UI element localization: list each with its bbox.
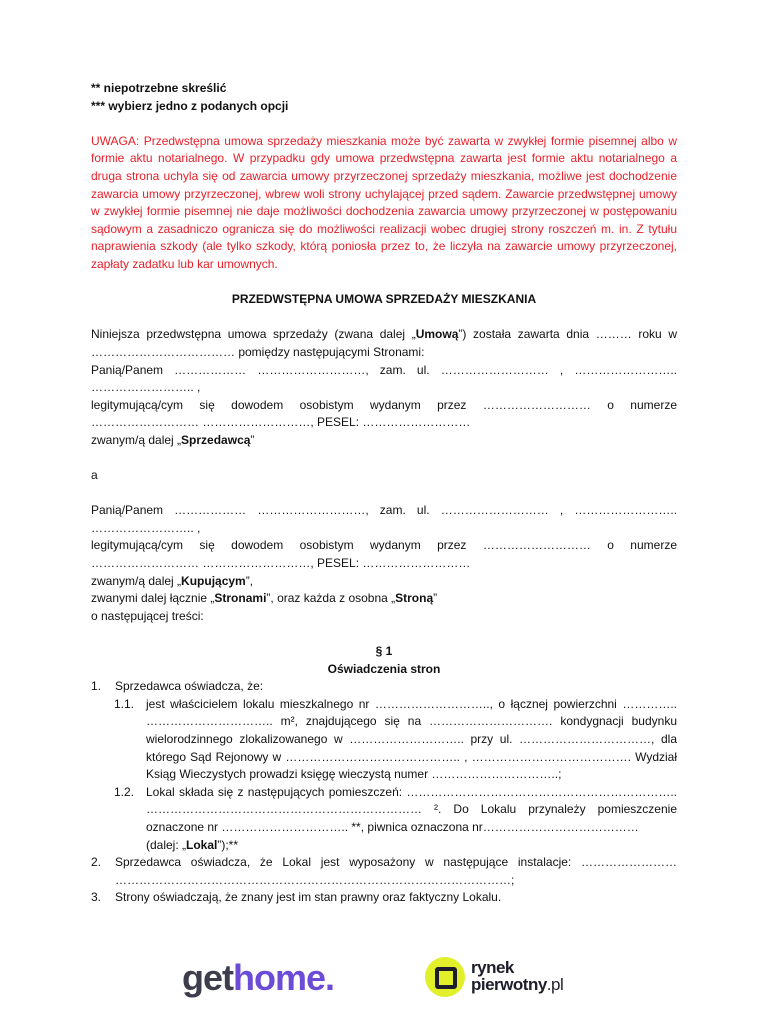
sublist-item: 1.1. jest właścicielem lokalu mieszkalnego nr ……………………….., o łącznej powierzchni ………….. ………………………….. m², znajdującego się na …………………………. kondygnacji budynku wielorodzinnego zlokalizowanego w ……………………….. przy ul. ……………………………, dla którego Sąd Rejonowy w …………………………………….. , …………………………………. Wydział Ksiąg Wieczystych prowadzi księgę wieczystą numer …………………………..; [114,696,677,782]
list-item: 3. Strony oświadczają, że znany jest im stan prawny oraz faktyczny Lokalu. [91,890,502,905]
intro-paragraph: Niniejsza przedwstępna umowa sprzedaży (zwana dalej „Umową”) została zawarta dnia ……… roku w ……………………………… pomiędzy następującymi Stronami: [91,327,678,359]
footer-logos [0,955,768,1005]
content-intro: o następującej treści: [91,608,204,623]
section-title: Oświadczenia stron [327,661,441,676]
document-title: PRZEDWSTĘPNA UMOWA SPRZEDAŻY MIESZKANIA [231,292,537,307]
sublist-item: 1.2. Lokal składa się z następujących pomieszczeń: ………………………………………………………….. …………………………………………………………… ². Do Lokalu przynależy pomieszczenie oznaczone nr ………………………….. **, piwnica oznaczona nr………………………………… (dalej: „Lokal”);** [114,784,677,852]
seller-details-line2: legitymującą/cym się dowodem osobistym wydanym przez ……………………… o numerze ……………………… ………………………, PESEL: ……………………… [91,397,677,430]
parties-label: zwanymi dalej łącznie „Stronami”, oraz każda z osobna „Stroną” [91,591,438,606]
warning-paragraph: UWAGA: Przedwstępna umowa sprzedaży mieszkania może być zawarta w zwykłej formie pisemnej albo w formie aktu notarialnego. W przypadku gdy umowa przedwstępna zawarta jest formie aktu notarialnego a druga strona uchyla się od zawarcia umowy przyrzeczonej sprzedaży mieszkania, możliwe jest dochodzenie zawarcia umowy przyrzeczonej, wbrew woli strony uchylającej przed sądem. Zawarcie przedwstępnej umowy w zwykłej formie pisemnej nie daje możliwości dochodzenia zawarcia umowy przyrzeczonej w postępowaniu sądowym a zasadniczo ogranicza się do możliwości realizacji wobec drugiej strony roszczeń m. in. Z tytułu naprawienia szkody (ale tylko szkody, którą poniosła przez to, że liczyła na zawarcie umowy przyrzeczonej, zapłaty zadatku lub kar umownych. [91,133,677,271]
note-choose: *** wybierz jedno z podanych opcji [91,98,289,113]
and-connector: a [91,468,98,483]
note-strike: ** niepotrzebne skreślić [91,81,227,95]
buyer-details-line2: legitymującą/cym się dowodem osobistym wydanym przez ……………………… o numerze ……………………… ………………………, PESEL: ……………………… [91,538,677,571]
gethome-logo: gethome. [182,957,335,998]
buyer-details-line1: Panią/Panem ……………… ………………………, zam. ul. ……………………… , …………………….. …………………….. , [91,503,677,535]
rynek-pierwotny-logo-text: rynek pierwotny.pl [471,958,564,994]
rynek-pierwotny-logo-icon [425,957,465,997]
document-page [91,80,677,907]
list-item: 1. Sprzedawca oświadcza, że: [91,679,264,694]
seller-details-line1: Panią/Panem ……………… ………………………, zam. ul. ……………………… , …………………….. …………………….. , [91,362,677,395]
seller-label: zwanym/ą dalej „Sprzedawcą” [91,432,255,447]
list-item: 2. Sprzedawca oświadcza, że Lokal jest wyposażony w następujące instalacje: …………………… ………………………………………………………………………………………; [91,855,677,887]
section-number: § 1 [375,644,393,658]
buyer-label: zwanym/ą dalej „Kupującym”, [91,573,254,588]
